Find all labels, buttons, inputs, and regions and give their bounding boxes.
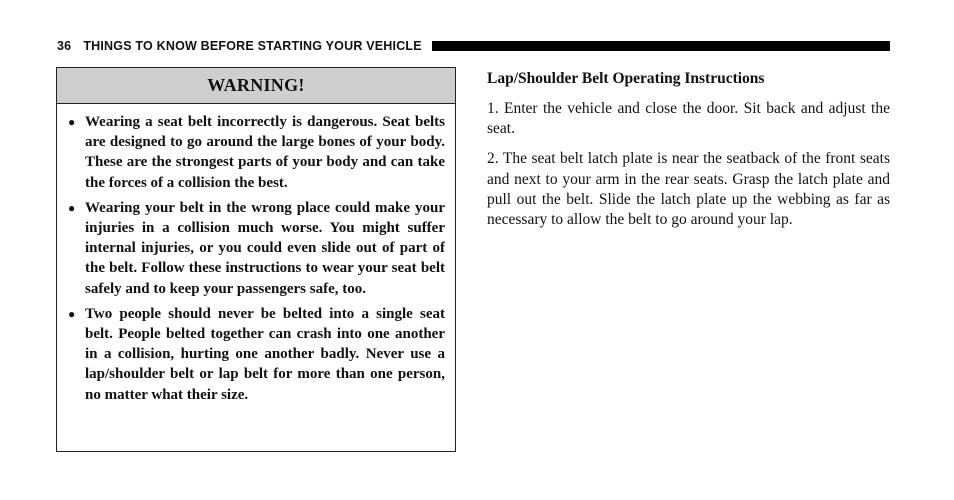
warning-item (67, 198, 445, 299)
instruction-step: 2. The seat belt latch plate is near the seatback of the front seats and next to your arm in the rear seats. Grasp the latch plate and pull out the belt. Slide the latch plate up the webbing as far as necessary to allow the belt to go around your lap. (487, 150, 890, 229)
warning-list (57, 104, 455, 405)
bullet-icon: ● (68, 306, 76, 321)
section-title: Lap/Shoulder Belt Operating Instructions (487, 70, 765, 87)
instructions-section (487, 67, 890, 240)
bullet-icon: ● (68, 115, 76, 129)
chapter-title: THINGS TO KNOW BEFORE STARTING YOUR VEHICLE (83, 39, 422, 53)
page-header (57, 37, 890, 55)
bullet-icon: ● (68, 200, 76, 215)
warning-item-text: Two people should never be belted into a single seat belt. People belted together can crash into one another in a collision, hurting one another badly. Never use a lap/shoulder belt or lap belt for more than one person, no matter what their size. (85, 305, 445, 403)
warning-box (56, 67, 456, 452)
header-rule (432, 41, 890, 51)
warning-item-text: Wearing a seat belt incorrectly is dangerous. Seat belts are designed to go around the large bones of your body. These are the strongest parts of your body and can take the forces of a collision the best. (85, 114, 445, 191)
warning-item-text: Wearing your belt in the wrong place could make your injuries in a collision much worse. You might suffer internal injuries, or you could even slide out of part of the belt. Follow these instructions to wear your seat belt safely and to keep your passengers safe, too. (85, 199, 445, 297)
warning-item (67, 112, 445, 193)
instruction-step: 1. Enter the vehicle and close the door. Sit back and adjust the seat. (487, 100, 890, 138)
warning-title: WARNING! (57, 68, 455, 104)
warning-item (67, 304, 445, 405)
page-number: 36 (57, 39, 72, 53)
